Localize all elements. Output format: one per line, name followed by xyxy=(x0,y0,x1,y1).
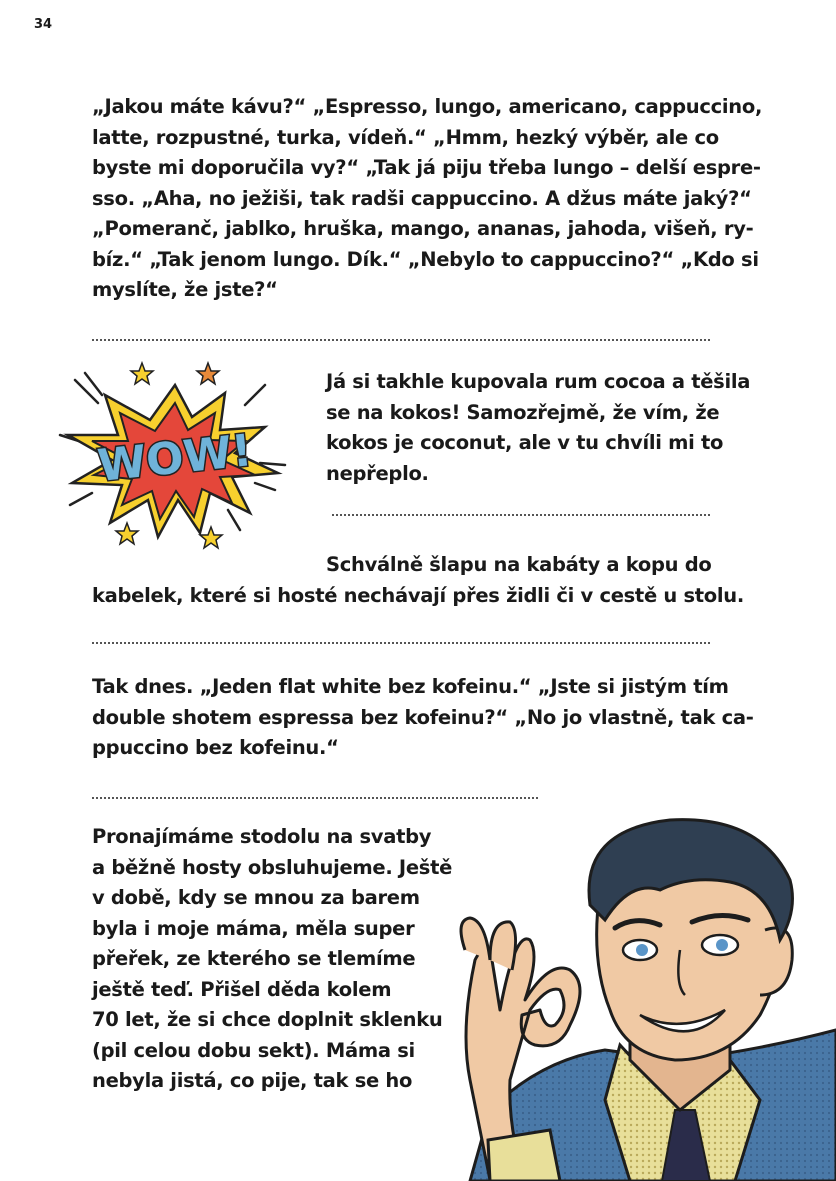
text-line: byla i moje máma, měla super xyxy=(92,916,415,940)
wow-text: WOW! xyxy=(95,425,255,492)
text-line: 70 let, že si chce doplnit sklenku xyxy=(92,1008,443,1031)
text-line: byste mi doporučila vy?“ „Tak já piju třeba lungo – delší espre- xyxy=(92,156,761,179)
text-line: kokos je coconut, ale v tu chvíli mi to xyxy=(326,431,724,454)
dotted-divider xyxy=(92,339,710,341)
text-line: (pil celou dobu sekt). Máma si xyxy=(92,1038,415,1062)
text-line: ještě teď. Přišel děda kolem xyxy=(92,977,392,1001)
text-line: Tak dnes. „Jeden flat white bez kofeinu.“ „Jste si jistým tím xyxy=(92,675,729,698)
text-line: nepřeplo. xyxy=(326,461,429,485)
text-line: přeřek, ze kterého se tlemíme xyxy=(92,947,416,970)
text-line: a běžně hosty obsluhujeme. Ještě xyxy=(92,855,453,879)
text-line: Já si takhle kupovala rum cocoa a těšila xyxy=(326,370,751,393)
story-text xyxy=(92,92,763,306)
text-line: sso. „Aha, no ježiši, tak radši cappuccino. A džus máte jaký?“ xyxy=(92,186,752,210)
dotted-divider xyxy=(92,642,710,644)
text-line: double shotem espressa bez kofeinu?“ „No jo vlastně, tak ca- xyxy=(92,705,754,729)
story-text xyxy=(92,672,754,764)
text-line: se na kokos! Samozřejmě, že vím, že xyxy=(326,400,720,424)
text-line: v době, kdy se mnou za barem xyxy=(92,886,420,909)
comic-wow-burst-icon xyxy=(50,355,300,555)
story-text xyxy=(326,367,751,489)
story-text xyxy=(92,550,744,611)
text-line: latte, rozpustné, turka, vídeň.“ „Hmm, hezký výběr, ale co xyxy=(92,125,719,149)
text-line: kabelek, které si hosté nechávají přes židli či v cestě u stolu. xyxy=(92,583,744,607)
dotted-divider xyxy=(92,797,538,799)
comic-man-ok-gesture-icon xyxy=(430,810,836,1181)
story-text xyxy=(92,822,453,1097)
text-line: myslíte, že jste?“ xyxy=(92,278,278,301)
text-line: ppuccino bez kofeinu.“ xyxy=(92,736,339,759)
text-line: Pronajímáme stodolu na svatby xyxy=(92,825,432,848)
text-line: „Pomeranč, jablko, hruška, mango, ananas, jahoda, višeň, ry- xyxy=(92,217,754,240)
dotted-divider xyxy=(332,514,710,516)
text-line: „Jakou máte kávu?“ „Espresso, lungo, americano, cappuccino, xyxy=(92,95,763,118)
page-number: 34 xyxy=(34,17,53,32)
text-line: nebyla jistá, co pije, tak se ho xyxy=(92,1069,413,1092)
text-line: Schválně šlapu na kabáty a kopu do xyxy=(326,553,712,576)
text-line: bíz.“ „Tak jenom lungo. Dík.“ „Nebylo to cappuccino?“ „Kdo si xyxy=(92,247,759,271)
